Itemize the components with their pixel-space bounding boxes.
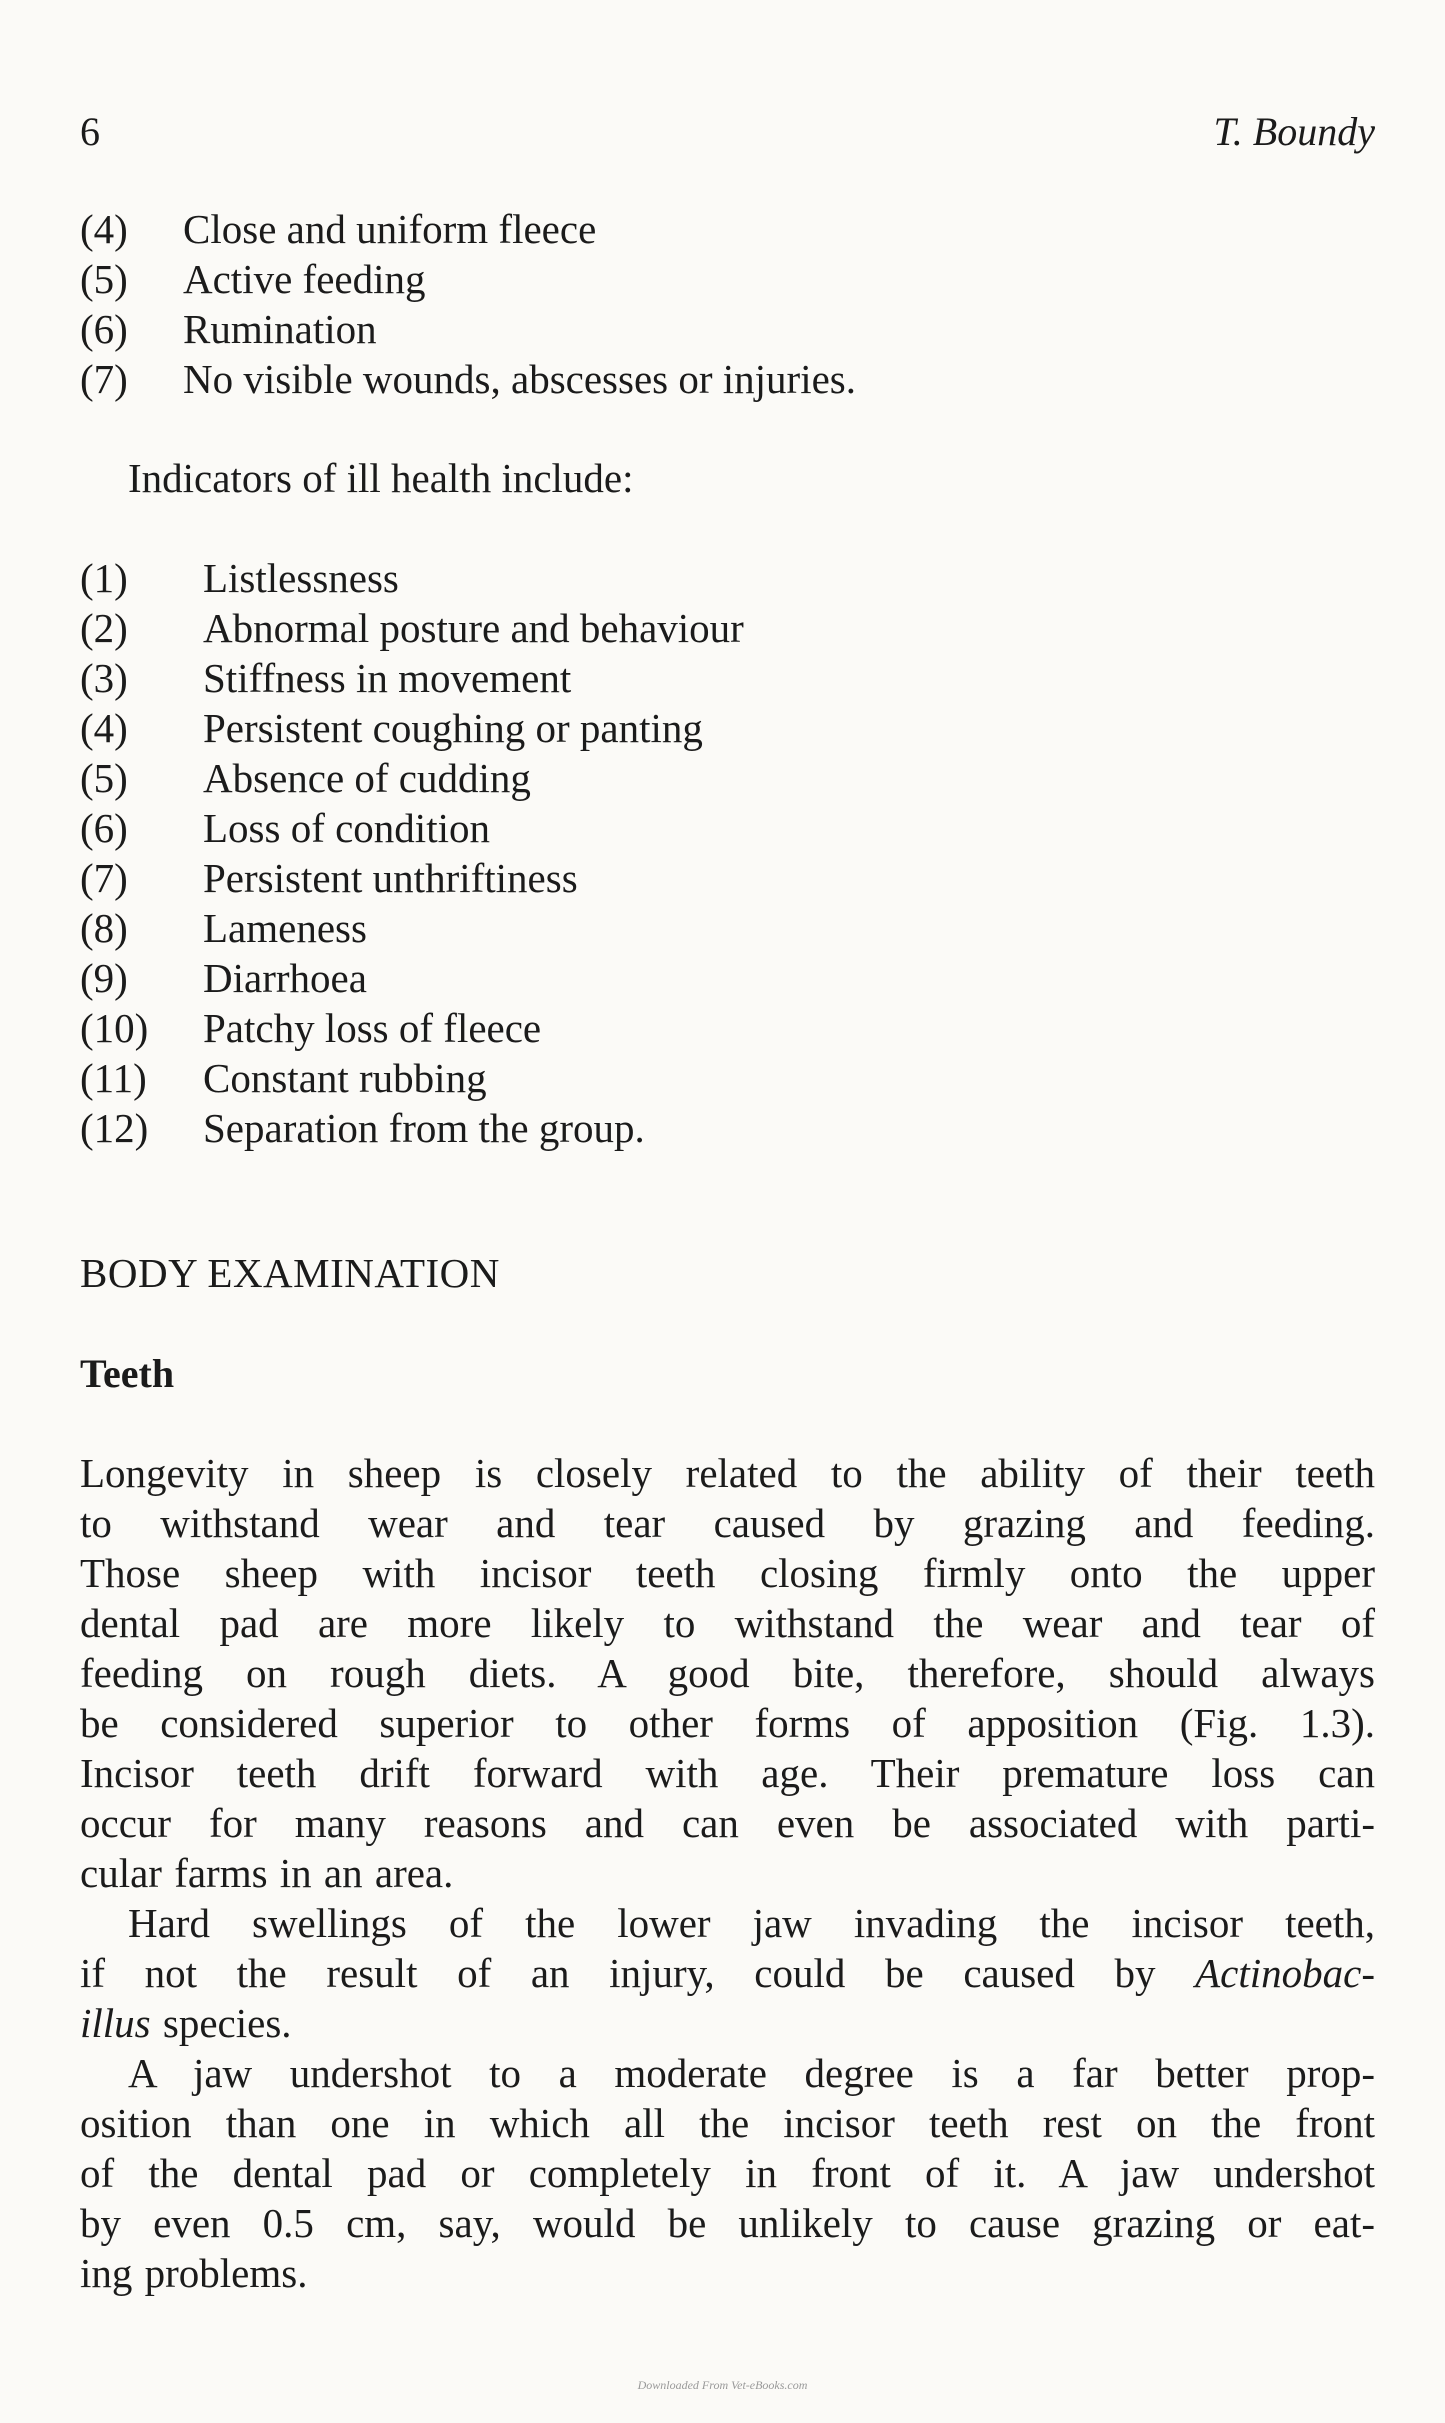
list-number: (1) xyxy=(80,555,128,601)
list-item xyxy=(80,753,1375,803)
list-number: (2) xyxy=(80,605,128,651)
list-item xyxy=(80,903,1375,953)
text-line: occur for many reasons and can even be associated with parti- xyxy=(80,1800,1375,1846)
list-number: (5) xyxy=(80,256,128,302)
text-line: ing problems. xyxy=(80,2250,308,2296)
list-text: Lameness xyxy=(203,905,367,951)
text-line: Incisor teeth drift forward with age. Their premature loss can xyxy=(80,1750,1375,1796)
list-number: (6) xyxy=(80,306,128,352)
list-number: (10) xyxy=(80,1005,149,1051)
list-text: Constant rubbing xyxy=(203,1055,487,1101)
paragraph-longevity xyxy=(80,1448,1375,1898)
text-line: Longevity in sheep is closely related to the ability of their teeth xyxy=(80,1450,1375,1496)
list-text: Active feeding xyxy=(183,256,426,302)
list-text: Patchy loss of fleece xyxy=(203,1005,542,1051)
running-head-author: T. Boundy xyxy=(1213,109,1375,154)
text-line: be considered superior to other forms of apposition (Fig. 1.3). xyxy=(80,1700,1375,1746)
list-number: (8) xyxy=(80,905,128,951)
list-item xyxy=(80,304,1375,354)
text-line: dental pad are more likely to withstand the wear and tear of xyxy=(80,1600,1375,1646)
list-text: Rumination xyxy=(183,306,377,352)
list-text: Loss of condition xyxy=(203,805,490,851)
good-health-list xyxy=(80,204,1375,404)
text-line: osition than one in which all the incisor teeth rest on the front xyxy=(80,2100,1375,2146)
list-item xyxy=(80,1103,1375,1153)
list-item xyxy=(80,204,1375,254)
italic-run: illus xyxy=(80,2000,151,2046)
list-text: Abnormal posture and behaviour xyxy=(203,605,744,651)
list-number: (5) xyxy=(80,755,128,801)
list-item xyxy=(80,953,1375,1003)
list-item xyxy=(80,603,1375,653)
text-line: feeding on rough diets. A good bite, therefore, should always xyxy=(80,1650,1375,1696)
list-item xyxy=(80,553,1375,603)
list-text: Separation from the group. xyxy=(203,1105,645,1151)
list-item xyxy=(80,254,1375,304)
list-item xyxy=(80,653,1375,703)
download-watermark: Downloaded From Vet-eBooks.com xyxy=(637,2378,808,2392)
list-number: (7) xyxy=(80,356,128,402)
list-text: Persistent coughing or panting xyxy=(203,705,703,751)
list-text: Stiffness in movement xyxy=(203,655,572,701)
text-line: of the dental pad or completely in front of it. A jaw undershot xyxy=(80,2150,1375,2196)
list-item xyxy=(80,1053,1375,1103)
section-heading: BODY EXAMINATION xyxy=(80,1250,500,1296)
list-item xyxy=(80,703,1375,753)
list-number: (4) xyxy=(80,206,128,252)
list-item xyxy=(80,853,1375,903)
paragraph-swellings xyxy=(80,1898,1375,2048)
italic-run: Actinobac- xyxy=(1195,1950,1375,1996)
list-text: No visible wounds, abscesses or injuries. xyxy=(183,356,856,402)
text-line: to withstand wear and tear caused by grazing and feeding. xyxy=(80,1500,1375,1546)
list-text: Diarrhoea xyxy=(203,955,367,1001)
list-text: Persistent unthriftiness xyxy=(203,855,578,901)
list-number: (12) xyxy=(80,1105,149,1151)
list-text: Listlessness xyxy=(203,555,399,601)
list-item xyxy=(80,803,1375,853)
text-line: cular farms in an area. xyxy=(80,1850,454,1896)
text-line: A jaw undershot to a moderate degree is a far better prop- xyxy=(128,2050,1375,2096)
list-text: Close and uniform fleece xyxy=(183,206,597,252)
list-number: (3) xyxy=(80,655,128,701)
text-line xyxy=(80,1998,1375,2048)
ill-health-list xyxy=(80,553,1375,1153)
text-line xyxy=(80,1948,1375,1998)
running-header xyxy=(80,108,1375,168)
text-run: species. xyxy=(150,2000,292,2046)
paragraph-undershot xyxy=(80,2048,1375,2298)
text-line: Hard swellings of the lower jaw invading the incisor teeth, xyxy=(128,1900,1375,1946)
list-item xyxy=(80,1003,1375,1053)
page-number: 6 xyxy=(80,109,100,154)
list-text: Absence of cudding xyxy=(203,755,531,801)
list-number: (4) xyxy=(80,705,128,751)
list-item xyxy=(80,354,1375,404)
list-number: (6) xyxy=(80,805,128,851)
subsection-heading: Teeth xyxy=(80,1351,175,1396)
list-number: (7) xyxy=(80,855,128,901)
list-number: (11) xyxy=(80,1055,147,1101)
ill-health-intro: Indicators of ill health include: xyxy=(128,455,634,501)
text-run: if not the result of an injury, could be caused by xyxy=(80,1950,1196,1996)
text-line: Those sheep with incisor teeth closing firmly onto the upper xyxy=(80,1550,1375,1596)
list-number: (9) xyxy=(80,955,128,1001)
text-line: by even 0.5 cm, say, would be unlikely to cause grazing or eat- xyxy=(80,2200,1375,2246)
